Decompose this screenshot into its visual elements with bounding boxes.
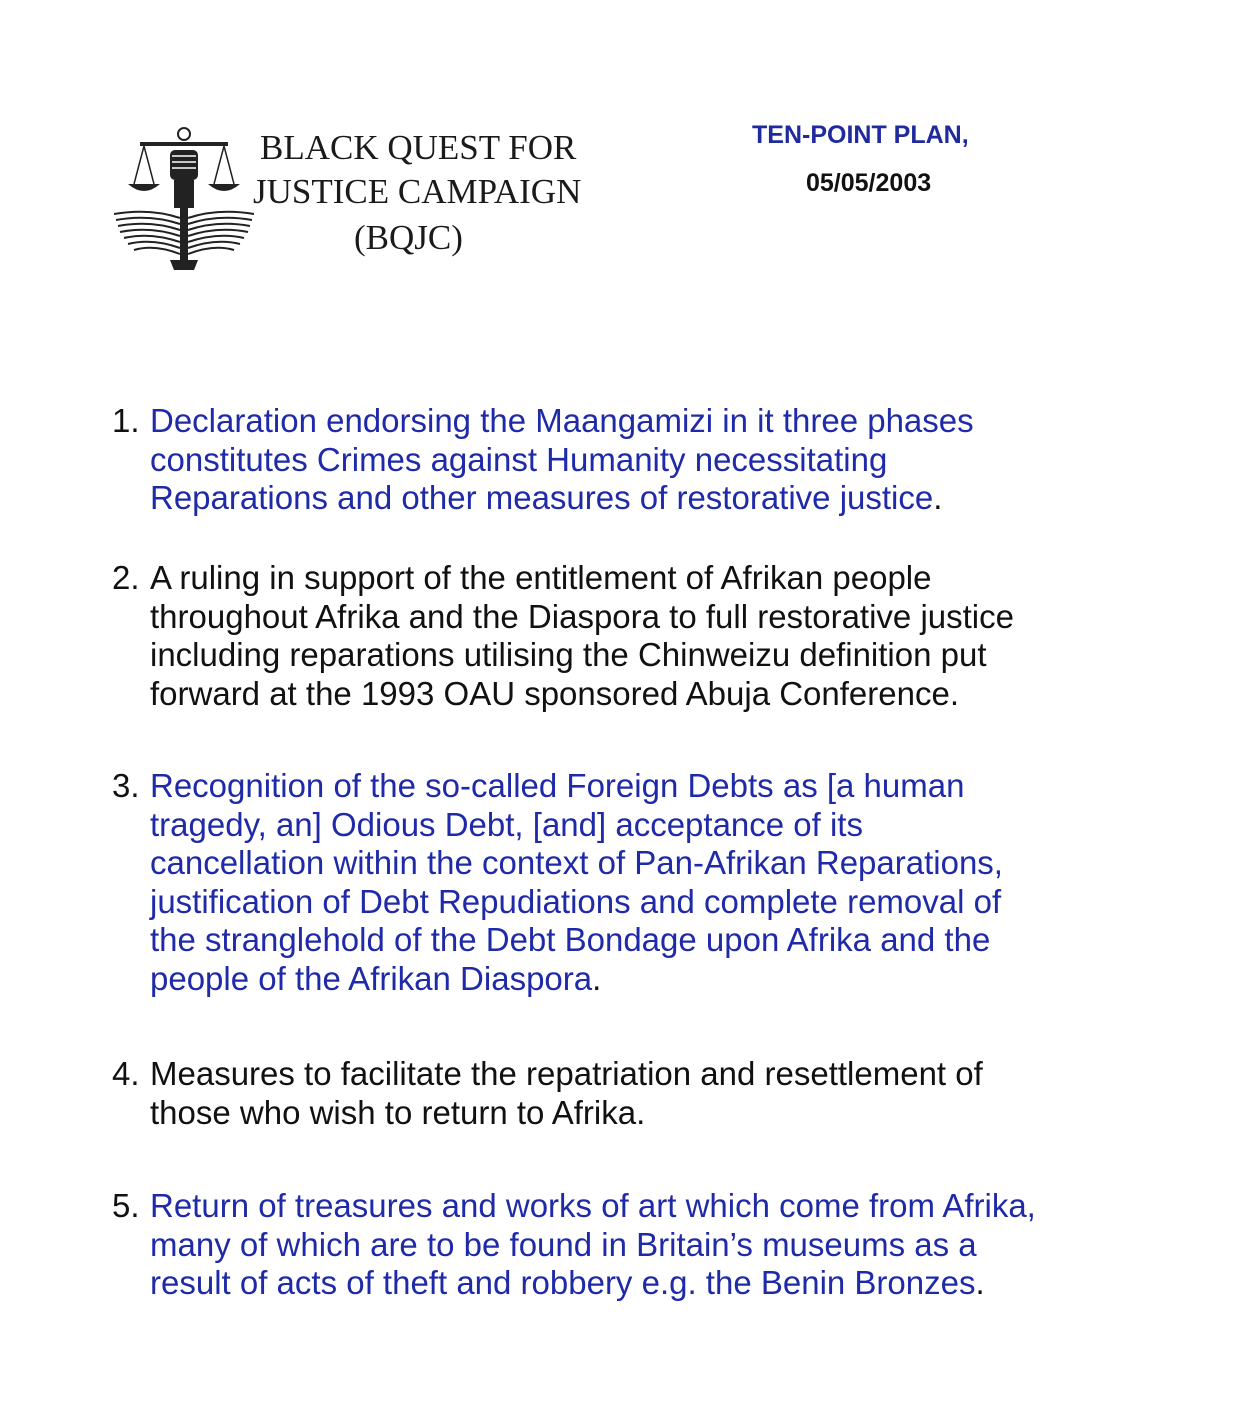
point-line: forward at the 1993 OAU sponsored Abuja Conference.: [150, 674, 959, 712]
point-number: 2.: [112, 559, 140, 596]
point-number: 4.: [112, 1055, 140, 1092]
point-line: Declaration endorsing the Maangamizi in it three phases: [150, 402, 974, 439]
point-line-text: result of acts of theft and robbery e.g. the Benin Bronzes: [150, 1264, 976, 1301]
point-line: throughout Afrika and the Diaspora to full restorative justice: [150, 597, 1014, 635]
point-end-punct: .: [933, 479, 943, 516]
point-number: 1.: [112, 402, 140, 439]
point-number: 5.: [112, 1187, 140, 1224]
logo-text-line: (BQJC): [354, 218, 463, 257]
scales-fist-winged-emblem-icon: [110, 122, 258, 272]
point-line: Recognition of the so-called Foreign Debts as [a human: [150, 767, 965, 804]
point-text: [150, 559, 1190, 713]
point-text: [150, 767, 1190, 998]
logo-text-line: BLACK QUEST FOR: [260, 128, 577, 167]
point-line-last: [150, 1264, 1190, 1303]
point-line: the stranglehold of the Debt Bondage upon Afrika and the: [150, 921, 991, 958]
point-line: those who wish to return to Afrika.: [150, 1093, 646, 1131]
point-line: including reparations utilising the Chinweizu definition put: [150, 636, 987, 673]
point-end-punct: .: [592, 959, 602, 997]
document-date: 05/05/2003: [806, 169, 932, 197]
point-number: 3.: [112, 767, 140, 804]
point-line: tragedy, an] Odious Debt, [and] acceptance of its: [150, 805, 863, 843]
point-line-text: people of the Afrikan Diaspora: [150, 959, 593, 997]
point-text: [150, 1187, 1190, 1303]
point-line: constitutes Crimes against Humanity necessitating: [150, 440, 888, 478]
point-line: Return of treasures and works of art which come from Afrika,: [150, 1187, 1036, 1224]
bqjc-logo: [110, 122, 582, 282]
point-text: [150, 1055, 1190, 1132]
point-line-last: [150, 479, 1190, 518]
point-line-last: [150, 960, 1190, 999]
point-end-punct: .: [975, 1264, 985, 1301]
point-line: Measures to facilitate the repatriation and resettlement of: [150, 1055, 983, 1092]
point-line: many of which are to be found in Britain’s museums as a: [150, 1225, 977, 1263]
point-line-text: Reparations and other measures of restorative justice: [150, 479, 934, 516]
logo-text-line: JUSTICE CAMPAIGN: [253, 172, 582, 211]
point-line: A ruling in support of the entitlement of Afrikan people: [150, 559, 932, 596]
point-line: justification of Debt Repudiations and complete removal of: [150, 882, 1002, 920]
point-line: cancellation within the context of Pan-Afrikan Reparations,: [150, 844, 1003, 881]
point-text: [150, 402, 1190, 518]
page-title: TEN-POINT PLAN,: [752, 121, 969, 149]
